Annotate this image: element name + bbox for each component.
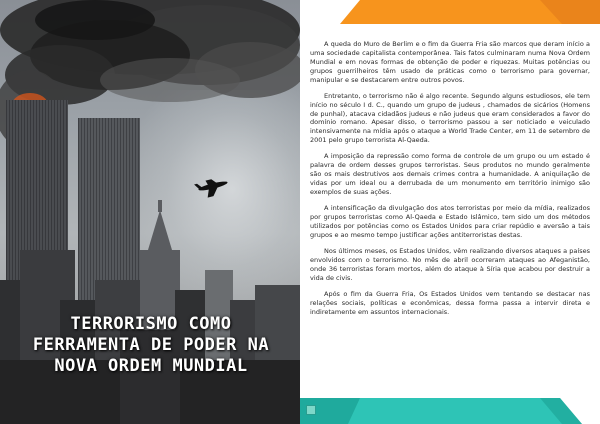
article-paragraph: A imposição da repressão como forma de controle de um grupo ou um estado é palavra de ordem desses grupos terroristas. Seus produtos no mundo geralmente são os mais destrutivos aos demais crimes contra a humanidade. A aniquilação de vidas por um ideal ou a derrubada de um monumento em território inimigo são exemplos de suas ações. — [310, 152, 590, 196]
article-paragraph: A intensificação da divulgação dos atos terroristas por meio da mídia, realizados por grupos terroristas como Al-Qaeda e Estado Islâmico, tem sido um dos métodos utilizados por potências como os Estados Unidos para criar repúdio e aversão a tais grupos e ao mesmo tempo justificar ações antiterroristas destas. — [310, 204, 590, 239]
article-paragraph: Entretanto, o terrorismo não é algo recente. Segundo alguns estudiosos, ele tem início no século I d. C., quando um grupo de judeus , chamados de sicários (Homens de punhal), atacava cidadãos judeus e não judeus que eram considerados a favor do domínio romano. Apesar disso, o terrorismo passou a ser noticiado e veiculado intensivamente na mídia após o ataque a World Trade Center, em 11 de setembro de 2001 pelo grupo terrorista Al-Qaeda. — [310, 91, 590, 145]
page-marker-icon — [306, 405, 316, 415]
cover-title-line-1: TERRORISMO COMO — [70, 314, 232, 334]
airplane — [194, 176, 230, 200]
cover-title-line-3: NOVA ORDEM MUNDIAL — [54, 356, 248, 376]
bottom-teal-banner — [300, 398, 600, 424]
article-paragraph: Após o fim da Guerra Fria, Os Estados Unidos vem tentando se destacar nas relações sociais, políticas e econômicas, dessa forma passa a intervir direta e indiretamente em assuntos internacionais. — [310, 289, 590, 316]
article-paragraph: Nos últimos meses, os Estados Unidos, vêm realizando diversos ataques a países envolvidos com o terrorismo. No mês de abril ocorreram ataques ao Afeganistão, onde 36 terroristas foram mortos, além do ataque à Síria que acabou por destruir a vida de civis. — [310, 246, 590, 282]
cover-title — [10, 314, 292, 377]
cover-title-line-2: FERRAMENTA DE PODER NA — [32, 335, 270, 355]
article-page — [300, 0, 600, 424]
article-paragraph: A queda do Muro de Berlim e o fim da Guerra Fria são marcos que deram início a uma sociedade capitalista contemporânea. Tais fatos culminaram numa Nova Ordem Mundial e em novas formas de obtenção de poder e riquezas. Muitas potências ou grupos guerrilheiros têm usado de práticas como o terrorismo para governar, manipular e se destacarem entre outros povos. — [310, 40, 590, 84]
top-orange-banner — [300, 0, 600, 24]
article-body — [310, 40, 590, 324]
